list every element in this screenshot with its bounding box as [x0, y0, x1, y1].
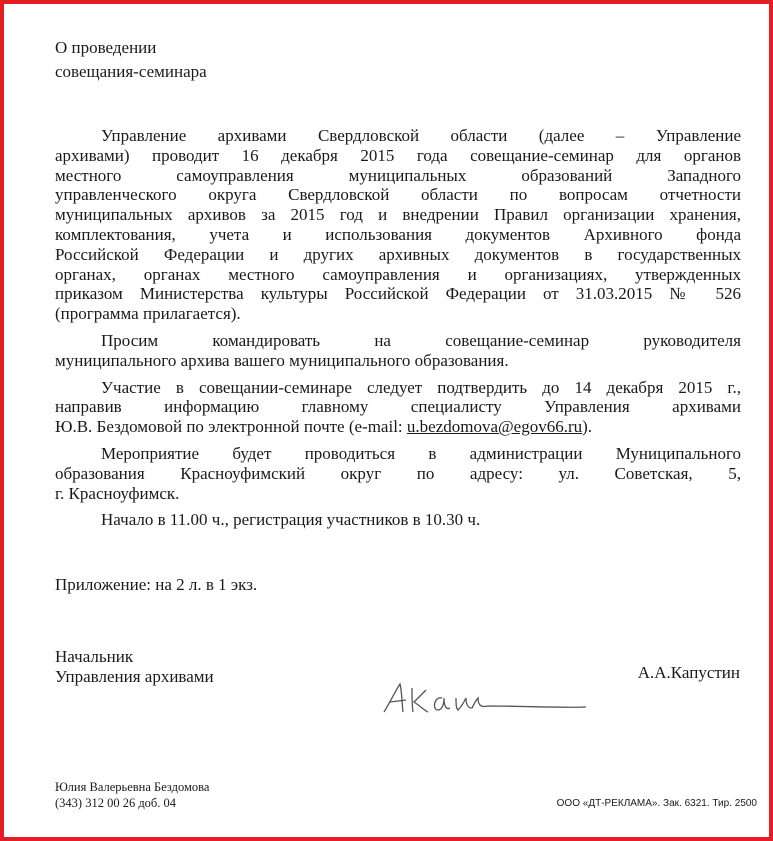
paragraph-3	[55, 378, 741, 437]
contact-phone: (343) 312 00 26 доб. 04	[55, 796, 177, 810]
printer-imprint: ООО «ДТ-РЕКЛАМА». Зак. 6321. Тир. 2500	[556, 798, 757, 809]
text-line: Управление архивами Свердловской области (далее – Управление	[101, 126, 741, 145]
text-line: архивами) проводит 16 декабря 2015 года совещание-семинар для органов	[55, 145, 741, 165]
paragraph-1	[55, 126, 741, 324]
paragraph-5	[55, 510, 741, 530]
text-line: (программа прилагается).	[55, 304, 241, 324]
text-line: Российской Федерации и других архивных документов в государственных	[55, 244, 741, 264]
email-link[interactable]: u.bezdomova@egov66.ru	[406, 417, 583, 437]
text-line: Начало в 11.00 ч., регистрация участников в 10.30 ч.	[101, 510, 481, 530]
text-line: Участие в совещании-семинаре следует подтвердить до 14 декабря 2015 г.,	[101, 377, 741, 397]
text-line	[55, 417, 741, 437]
paragraph-2	[55, 331, 741, 371]
signer-position-1: Начальник	[55, 647, 134, 666]
text-line: комплектования, учета и использования документов Архивного фонда	[55, 224, 741, 244]
handwritten-signature	[376, 676, 591, 721]
text-line: Просим командировать на совещание-семинар руководителя	[101, 330, 741, 350]
text-line: местного самоуправления муниципальных образований Западного	[55, 165, 741, 185]
signer-name: А.А.Капустин	[637, 663, 740, 682]
signer-position-2: Управления архивами	[55, 667, 214, 686]
text-line: направив информацию главному специалисту Управления архивами	[55, 397, 741, 417]
subject-line-1: О проведении	[55, 38, 157, 57]
text-line: муниципальных архивов за 2015 год и внедрении Правил организации хранения,	[55, 205, 741, 225]
paragraph-4	[55, 444, 741, 503]
text-line: Мероприятие будет проводиться в администрации Муниципального	[101, 443, 741, 463]
text-line: г. Красноуфимск.	[55, 483, 180, 503]
text-line: приказом Министерства культуры Российской Федерации от 31.03.2015 № 526	[55, 284, 741, 304]
letter-body	[55, 126, 741, 530]
text-line: органах, органах местного самоуправления и организациях, утвержденных	[55, 264, 741, 284]
text-line: управленческого округа Свердловской области по вопросам отчетности	[55, 185, 741, 205]
text-line: муниципального архива вашего муниципального образования.	[55, 350, 509, 370]
text-span: Ю.В. Бездомовой по электронной почте (e-mail:	[55, 417, 407, 437]
text-line: образования Красноуфимский округ по адресу: ул. Советская, 5,	[55, 463, 741, 483]
contact-name: Юлия Валерьевна Бездомова	[55, 780, 210, 794]
subject-line-2: совещания-семинара	[55, 62, 207, 81]
text-span: ).	[582, 417, 593, 437]
attachment-note: Приложение: на 2 л. в 1 экз.	[55, 575, 258, 594]
